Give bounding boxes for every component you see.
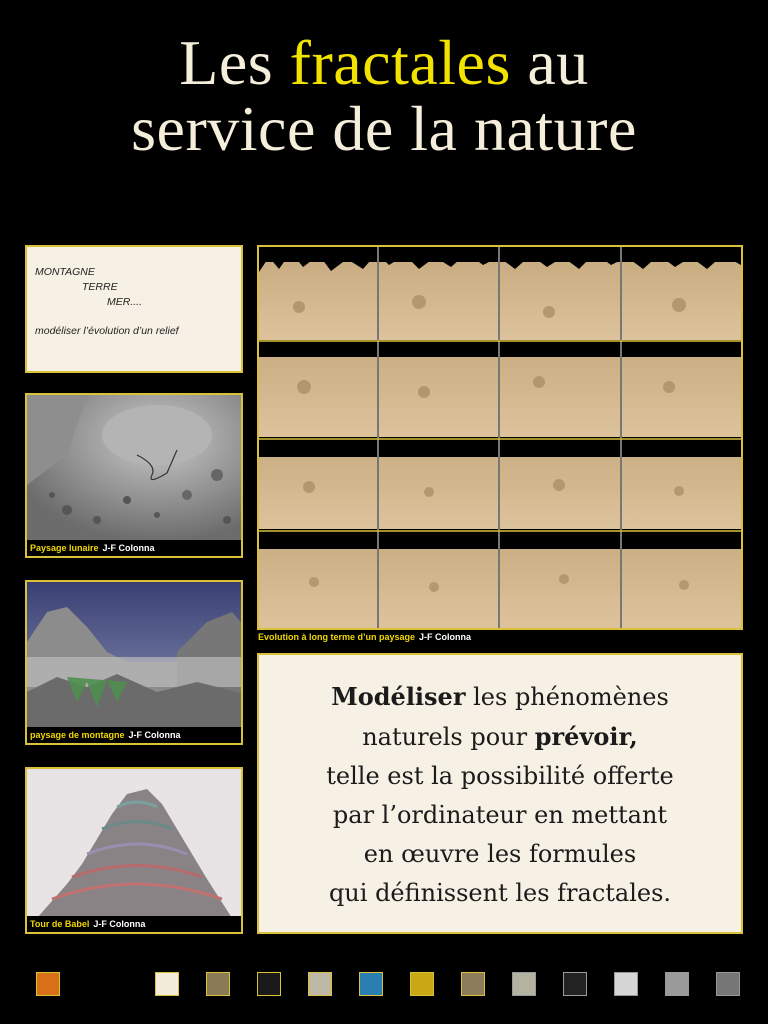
evolution-caption-title: Evolution à long terme d’un paysage	[258, 632, 416, 642]
mountain-caption-author: J-F Colonna	[128, 730, 181, 740]
lunar-landscape-graphic	[27, 395, 243, 542]
fractal-thumb-1-icon	[36, 972, 60, 996]
quote-text-4: par l’ordinateur en mettant	[332, 801, 668, 829]
quote-text-3: telle est la possibilité offerte	[326, 762, 674, 790]
evolution-frames-graphic	[259, 247, 741, 628]
mountain-landscape-image	[25, 580, 243, 745]
intro-panel	[25, 245, 243, 373]
fractal-thumb-4-icon	[257, 972, 281, 996]
fractal-thumb-12-icon	[665, 972, 689, 996]
landscape-evolution-grid	[257, 245, 743, 630]
fractal-thumb-10-icon	[563, 972, 587, 996]
babel-caption	[27, 916, 241, 932]
quote-text-2: naturels pour	[362, 723, 535, 751]
title-part2: au	[510, 27, 589, 98]
lunar-caption-author: J-F Colonna	[102, 543, 155, 553]
lunar-caption-title: Paysage lunaire	[30, 543, 99, 553]
quote-bold-2: prévoir,	[534, 722, 638, 751]
babel-tower-graphic	[27, 769, 243, 918]
evolution-caption	[258, 632, 471, 642]
babel-caption-author: J-F Colonna	[93, 919, 146, 929]
fractal-thumb-6-icon	[359, 972, 383, 996]
quote-text-1: les phénomènes	[465, 683, 669, 711]
lunar-caption	[27, 540, 241, 556]
fractal-thumb-3-icon	[206, 972, 230, 996]
babel-tower-image	[25, 767, 243, 934]
fractal-thumb-13-icon	[716, 972, 740, 996]
fractal-thumb-5-icon	[308, 972, 332, 996]
quote-text-6: qui définissent les fractales.	[328, 879, 672, 907]
evolution-caption-author: J-F Colonna	[419, 632, 472, 642]
mountain-landscape-graphic	[27, 582, 243, 729]
fractal-thumb-11-icon	[614, 972, 638, 996]
fractal-thumb-9-icon	[512, 972, 536, 996]
intro-line-1: MONTAGNE	[35, 266, 95, 278]
mountain-caption	[27, 727, 241, 743]
fractal-thumb-8-icon	[461, 972, 485, 996]
title-line2: service de la nature	[131, 93, 637, 164]
fractal-thumb-7-icon	[410, 972, 434, 996]
intro-subtitle: modéliser l’évolution d’un relief	[35, 325, 179, 337]
quote-bold-1: Modéliser	[331, 682, 466, 711]
fractal-thumb-2-icon	[155, 972, 179, 996]
mountain-caption-title: paysage de montagne	[30, 730, 125, 740]
intro-line-2: TERRE	[82, 281, 118, 293]
quote-panel	[257, 653, 743, 934]
footer-icon-strip	[0, 972, 768, 1000]
babel-caption-title: Tour de Babel	[30, 919, 90, 929]
title-highlight: fractales	[289, 27, 511, 98]
poster-title	[0, 27, 768, 164]
intro-line-3: MER....	[107, 296, 143, 308]
quote-text-5: en œuvre les formules	[363, 840, 637, 868]
title-part1: Les	[179, 27, 290, 98]
lunar-landscape-image	[25, 393, 243, 558]
